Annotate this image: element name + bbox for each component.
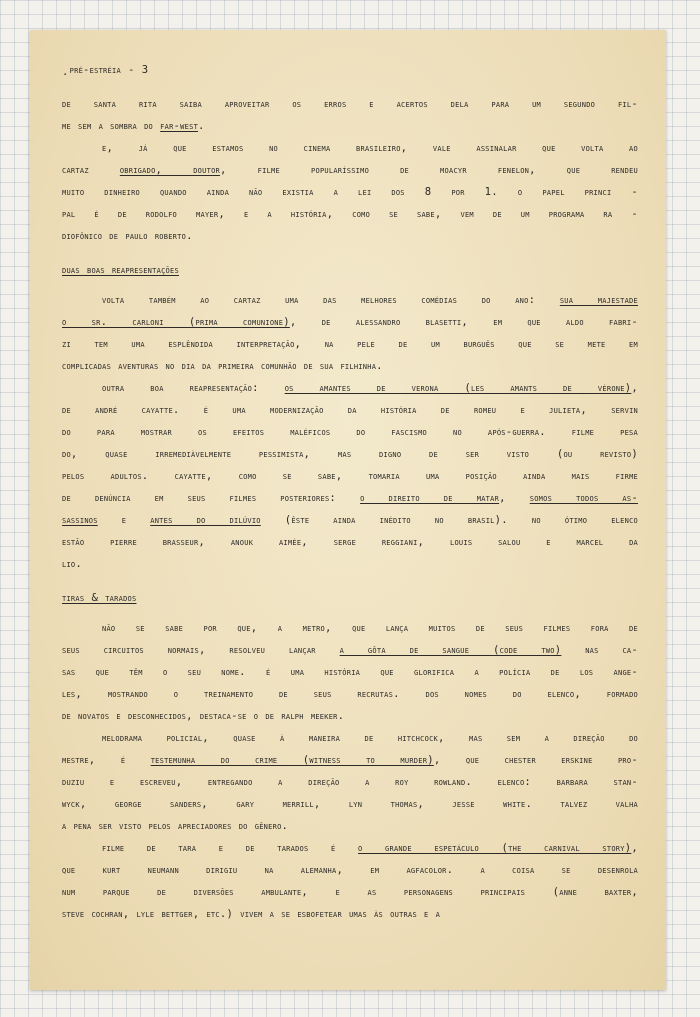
paragraph (62, 289, 638, 377)
text-segment: não se sabe por que, a metro, que lança muitos de seus filmes fora de (102, 622, 638, 634)
text-line (62, 311, 638, 333)
text-line (62, 837, 638, 859)
text-segment: de denúncia em seus filmes posteriores: (62, 492, 361, 504)
text-line (62, 203, 638, 225)
text-line (62, 421, 638, 443)
text-segment: e, já que estamos no cinema brasileiro, vale assinalar que volta ao (102, 142, 638, 154)
paragraph (62, 137, 638, 247)
text-line (62, 443, 638, 465)
page-header (62, 59, 638, 81)
text-line (62, 115, 638, 137)
text-segment: (êste ainda inédito no brasil). no ótimo elenco (260, 514, 638, 526)
text-segment: de andré cayatte. é uma modernização da história de romeu e julieta, servin (62, 404, 638, 416)
text-segment: , (631, 382, 638, 394)
text-segment: , filme popularíssimo de moacyr fenelon, que rendeu (220, 164, 638, 176)
text-line (62, 793, 638, 815)
film-title: far-west (160, 120, 199, 132)
section-reapresentacoes-body (62, 289, 638, 575)
text-segment: e (97, 514, 151, 526)
text-line (62, 225, 638, 247)
text-segment: , (499, 492, 530, 504)
text-segment: lio. (62, 558, 83, 570)
text-segment: duziu e escreveu, entregando a direção a roy rowland. elenco: barbara stan- (62, 776, 638, 788)
text-segment: num parque de diversões ambulante, e as personagens principais (anne baxter, (62, 886, 638, 898)
text-segment: de santa rita saiba aproveitar os erros e acertos dela para um segundo fil- (62, 98, 638, 110)
text-segment: que kurt neumann dirigiu na alemanha, em agfacolor. a coisa se desenrola (62, 864, 638, 876)
text-line (62, 815, 638, 837)
text-line (62, 881, 638, 903)
text-line (62, 639, 638, 661)
text-segment: mestre, é (62, 754, 151, 766)
section-tiras-tarados-body (62, 617, 638, 925)
text-line (62, 683, 638, 705)
text-line (62, 903, 638, 925)
text-segment: pal é de rodolfo mayer, e a história, como se sabe, vem de um programa ra - (62, 208, 638, 220)
text-segment: outra boa reapresentação: (102, 382, 285, 394)
text-segment: diofônico de paulo roberto. (62, 230, 193, 242)
paragraph (62, 727, 638, 837)
text-segment: a pena ser visto pelos apreciadores do gênero. (62, 820, 289, 832)
text-segment: , de alessandro blasetti, em que aldo fabri- (289, 316, 638, 328)
text-line (62, 859, 638, 881)
text-segment: melodrama policial, quase à maneira de hitchcock, mas sem a direção do (102, 732, 638, 744)
text-line (62, 465, 638, 487)
text-segment: steve cochran, lyle bettger, etc.) vivem a se esbofetear umas às outras e a (62, 908, 441, 920)
text-line (62, 333, 638, 355)
text-line (62, 771, 638, 793)
header-text: pré-estréia - 3 (69, 64, 149, 76)
text-line (62, 553, 638, 575)
text-line (62, 509, 638, 531)
text-segment: do para mostrar os efeitos maléficos do fascismo no após-guerra. filme pesa (62, 426, 638, 438)
text-line (62, 531, 638, 553)
film-title: o sr. carloni (prima comunione) (62, 316, 290, 328)
paragraph (62, 617, 638, 727)
text-segment: les, mostrando o treinamento de seus recrutas. dos nomes do elenco, formado (62, 688, 638, 700)
film-title: o grande espetáculo (the carnival story) (358, 842, 632, 854)
paragraph (62, 93, 638, 137)
text-segment: zi tem uma esplêndida interpretação, na pele de um burguês que se mete em (62, 338, 638, 350)
text-line (62, 93, 638, 115)
text-segment: seus circuitos normais, resolveu lançar (62, 644, 340, 656)
text-line (62, 159, 638, 181)
typewritten-page (30, 30, 666, 990)
text-segment: pelos adultos. cayatte, como se sabe, tomaria uma posição ainda mais firme (62, 470, 638, 482)
text-line (62, 727, 638, 749)
text-segment: do, quase irremediàvelmente pessimista, mas digno de ser visto (ou revisto) (62, 448, 638, 460)
film-title: o direito de matar (360, 492, 500, 504)
text-segment: muito dinheiro quando ainda não existia a lei dos 8 por 1. o papel princi - (62, 186, 638, 198)
text-segment: , que chester erskine pro- (433, 754, 638, 766)
text-segment: wyck, george sanders, gary merrill, lyn thomas, jesse white. talvez valha (62, 798, 638, 810)
section-title-tiras-tarados: tiras & tarados (62, 592, 137, 604)
text-line (62, 289, 638, 311)
text-segment: cartaz (62, 164, 120, 176)
film-title: somos todos as- (529, 492, 638, 504)
section-title-reapresentacoes: duas boas reapresentações (62, 264, 179, 276)
film-title: sassinos (62, 514, 98, 526)
text-segment: estão pierre brasseur, anouk aimée, serge reggiani, louis salou e marcel da (62, 536, 638, 548)
film-title: obrigado, doutor (119, 164, 220, 176)
text-segment: de novatos e desconhecidos, destaca-se o de ralph meeker. (62, 710, 345, 722)
text-line (62, 749, 638, 771)
film-title: a gôta de sangue (code two) (339, 644, 562, 656)
text-line (62, 617, 638, 639)
text-segment: . (198, 120, 205, 132)
text-segment: me sem a sombra do (62, 120, 161, 132)
text-line (62, 181, 638, 203)
ink-mark: . (62, 66, 69, 78)
paragraph (62, 837, 638, 925)
text-line (62, 705, 638, 727)
text-line (62, 355, 638, 377)
text-segment: complicadas aventuras no dia da primeira comunhão de sua filhinha. (62, 360, 383, 372)
paragraph (62, 377, 638, 575)
film-title: os amantes de verona (les amants de vérone) (284, 382, 632, 394)
film-title: antes do dilúvio (150, 514, 261, 526)
text-segment: nas ca- (561, 644, 639, 656)
text-line (62, 661, 638, 683)
text-segment: , (631, 842, 638, 854)
text-line (62, 377, 638, 399)
text-line (62, 137, 638, 159)
film-title: testemunha do crime (witness to murder) (150, 754, 434, 766)
intro-paragraphs (62, 93, 638, 247)
text-segment: sas que têm o seu nome. é uma história que glorifica a polícia de los ange- (62, 666, 638, 678)
text-segment: volta também ao cartaz uma das melhores comédias do ano: (102, 294, 560, 306)
text-line (62, 399, 638, 421)
film-title: sua majestade (559, 294, 638, 306)
text-line (62, 487, 638, 509)
text-segment: filme de tara e de tarados é (102, 842, 359, 854)
